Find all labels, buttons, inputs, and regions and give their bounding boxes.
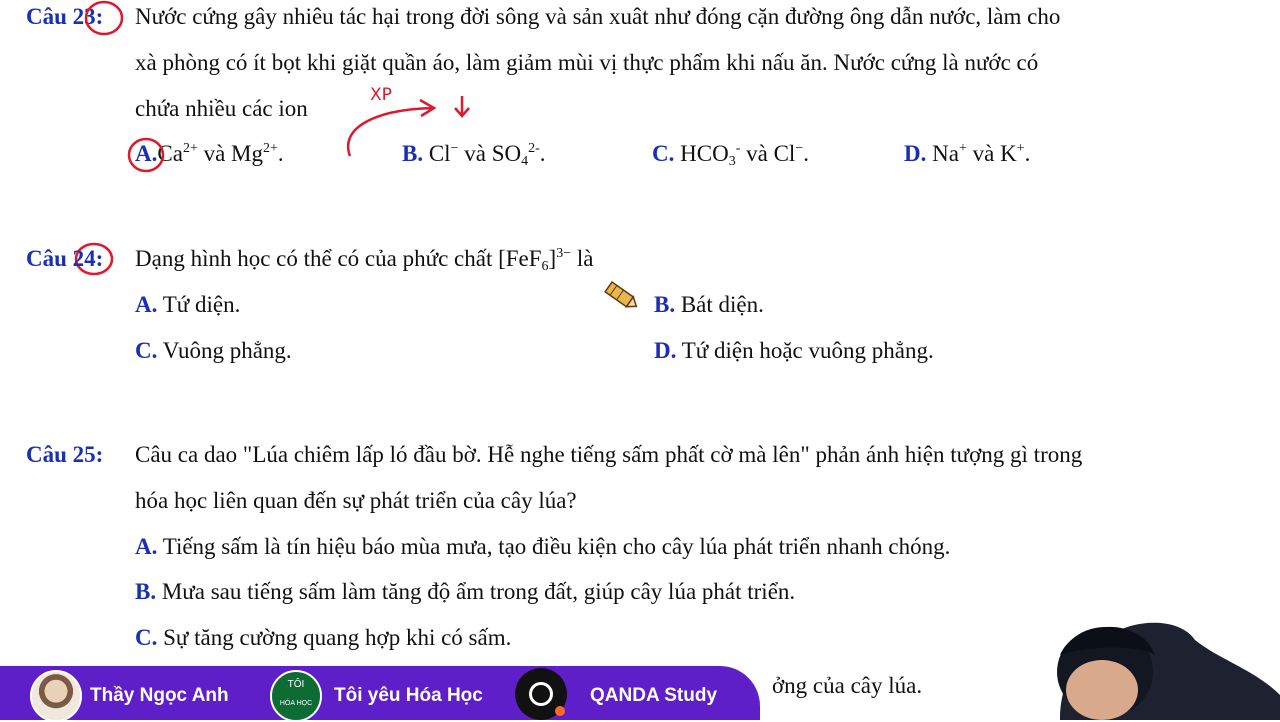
option-b[interactable]: B. Bát diện. [654, 292, 764, 317]
option-letter: D. [904, 141, 927, 166]
option-letter: A. [135, 534, 158, 559]
question-text-line: Dạng hình học có thể có của phức chất $[FeF_6]^{3-}$ là [135, 246, 594, 274]
option-letter: C. [652, 141, 675, 166]
option-letter: A. [135, 292, 158, 317]
option-letter: B. [135, 579, 157, 604]
brand-name: QANDA Study [590, 685, 718, 706]
question-label: Câu 25: [26, 442, 104, 467]
question-text-line: chứa nhiều các ion [135, 96, 308, 121]
down-arrow [455, 96, 469, 116]
option-letter: C. [135, 338, 158, 363]
option-letter: B. [402, 141, 424, 166]
option-c[interactable]: C. Sự tăng cường quang hợp khi có sấm. [135, 625, 512, 650]
option-letter: B. [654, 292, 676, 317]
question-text-line: hóa học liên quan đến sự phát triển của cây lúa? [135, 488, 577, 513]
option-c[interactable]: C. $HCO_3^-$ và Cl−. [652, 141, 809, 169]
option-d-partial[interactable]: ởng của cây lúa. [772, 673, 923, 698]
question-label: Câu 23: [26, 4, 104, 29]
qanda-logo-icon [515, 668, 567, 720]
option-d[interactable]: D. Tứ diện hoặc vuông phẳng. [654, 338, 934, 363]
option-a[interactable]: A. Tiếng sấm là tín hiệu báo mùa mưa, tạo điều kiện cho cây lúa phát triển nhanh chóng. [135, 534, 951, 559]
channel-logo-icon: TÔI HÓA HỌC [270, 670, 322, 722]
teacher-avatar [30, 670, 82, 722]
handwritten-xp: XP [370, 85, 392, 105]
option-d[interactable]: D. Na+ và K+. [904, 141, 1031, 166]
option-letter: C. [135, 625, 158, 650]
teacher-name: Thầy Ngọc Anh [90, 685, 229, 706]
option-b[interactable]: B. Cl− và $SO_4^{2-}$. [402, 141, 546, 169]
presenter-video [1020, 600, 1280, 720]
pencil-cursor-icon [605, 282, 640, 311]
option-a[interactable]: $A.Ca^{2+}$ và $Mg^{2+}$. [135, 141, 284, 166]
option-b[interactable]: B. Mưa sau tiếng sấm làm tăng độ ẩm trong đất, giúp cây lúa phát triển. [135, 579, 796, 604]
question-label: Câu 24: [26, 246, 104, 271]
option-letter: D. [654, 338, 677, 363]
question-text-line: Câu ca dao "Lúa chiêm lấp ló đầu bờ. Hễ nghe tiếng sấm phất cờ mà lên" phản ánh hiện tượng gì trong [135, 442, 1083, 467]
option-a[interactable]: A. Tứ diện. [135, 292, 241, 317]
option-letter: A. [135, 141, 158, 166]
channel-name: Tôi yêu Hóa Học [334, 685, 483, 706]
arrow-head [420, 100, 434, 116]
question-text-line: xà phòng có ít bọt khi giặt quần áo, làm giảm mùi vị thực phẩm khi nấu ăn. Nước cứng là nước có [135, 50, 1039, 75]
option-c[interactable]: C. Vuông phẳng. [135, 338, 292, 363]
question-text-line: Nước cứng gây nhiêu tác hại trong đời sông và sản xuât như đóng cặn đường ông dẫn nước, làm cho [135, 4, 1061, 29]
